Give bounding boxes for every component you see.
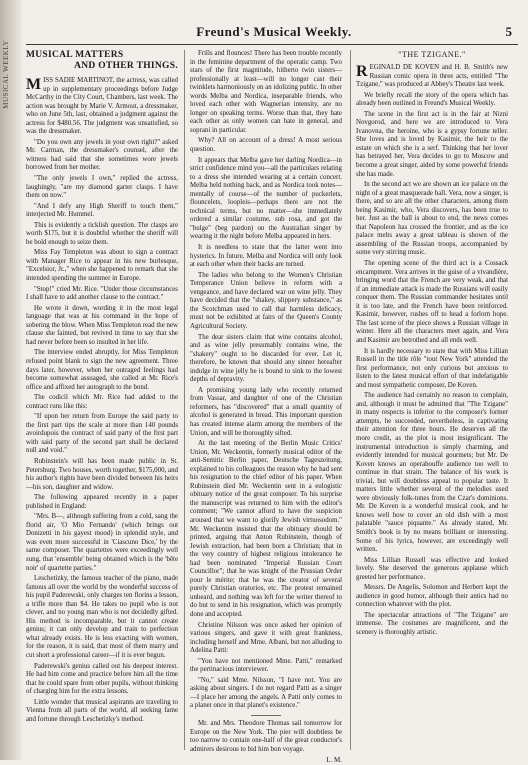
paragraph: Leschetizky, the famous teacher of the piano, made famous all over the world by the wonderful success of his pupil Paderewski, only charges ten florins a lesson, a trifle more than $4. He takes no pupil who is not clever, and no young man who is not decidedly gifted. His method is incomparable, but it cannot create genius; it can only develop and train to perfection what already exists. He is less exacting with women, for the reason, it is said, that most of them marry and cut short a professional career—if it is ever begun.	[26, 575, 178, 659]
spine-text: MUSICAL WEEKLY	[2, 40, 10, 109]
paragraph: It is needless to state that the latter went into hysterics. In future, Melba and Nordica will only look at each other when their backs are turned.	[190, 244, 342, 269]
paragraph: The spectacular attractions of "The Tzigane" are immense. The costumes are magnificent, and the scenery is thoroughly artistic.	[356, 611, 508, 636]
paragraph: Christine Nilsson was once asked her opinion of various singers, and gave it with great frankness, including herself and Mme. Albani, but not alluding to Adelina Patti:	[190, 621, 342, 655]
paragraph: The codicil which Mr. Rice had added to the contract runs like this:	[26, 394, 178, 410]
paragraph: The dear sisters claim that wine contains alcohol, and as wine jelly presumably contains wine, the "shakery" ought to be discarded for ever. Let it, therefore, be known that should any sinner hereafter indulge in wine jelly he is bound to sink to the lowest depths of depravity.	[190, 333, 342, 384]
page-header	[26, 24, 522, 44]
paragraph: The scene in the first act is in the fair at Nizni Novgorod, and here we are introduced to Vera Ivanovna, the heroine, who is a gypsy fortune teller. She loves and is loved by Kasimir, the heir to the estate on which she is a serf. Thinking that her lover has betrayed her, Vera decides to go to Moscow and become a great singer, aided by some powerful friends she has made.	[356, 110, 508, 178]
paragraph: The interview ended abruptly, for Miss Templeton refused point blank to sign the new agreement. Three days later, however, when her outraged feelings had become somewhat assuaged, she called at Mr. Rice's office and affixed her autograph to the bond.	[26, 349, 178, 391]
paragraph: "Do you own any jewels in your own right?" asked Mr. Carman, the dressmaker's counsel, after the witness had said that she sometimes wore jewels borrowed from her mother.	[26, 138, 178, 172]
paragraph: REGINALD DE KOVEN and H. B. Smith's new Russian comic opera in three acts, entitled "The Tzigane," was produced at Abbey's Theatre last week.	[356, 63, 508, 89]
article-heading: "THE TZIGANE."	[398, 50, 466, 59]
paragraph: It appears that Melba gave her darling Nordica—in strict confidence mind you—all the particulars relating to a dress she intended wearing at a certain concert. Melba held nothing back, and as Nordica took notes—mentally of course—of the number of puckerlets, flouncelets, loopleis—perhaps there are not the technical terms, but no matter—she immediately ordered a similar costume, sub rosa, and got the "bulge" (beg pardon) on the Australian singer by wearing it the night before Melba appeared in hers.	[190, 156, 342, 241]
column-divider-1	[184, 50, 185, 750]
paragraph: Miss Lillian Russell was effective and looked lovely. She deserved the generous applause which greeted her performance.	[356, 556, 508, 581]
section-heading-line1: MUSICAL MATTERS	[26, 50, 124, 60]
paragraph: Little wonder that musical aspirants are traveling to Vienna from all parts of the world, all seeking fame and fortune through Leschetizky's method.	[26, 698, 178, 723]
paragraph: In the second act we are shown an ice palace on the night of a great masquerade ball. Vera, now a singer, is there, and so are all the other characters, among them being Kasimir, who, Vera discovers, has been true to her. Just as the ball is about to end, the news comes that Napoleon has crossed the frontier, and as the ice palace melts away a great tableau is shown of the assembling of the Russian troops, accompanied by some very stirring music.	[356, 181, 508, 257]
paragraph: Mr. and Mrs. Theodore Thomas sail tomorrow for Europe on the New York. The pier will doubtless be too narrow to contain one-half of the great conductor's admirers desirous to bid him bon voyage.	[190, 720, 342, 753]
paragraph: "You have not mentioned Mme. Patti," remarked the pertinacious interviewer.	[190, 657, 342, 674]
column-divider-2	[350, 50, 351, 750]
section-heading-line2: AND OTHER THINGS.	[74, 61, 178, 71]
drop-cap: R	[356, 63, 368, 80]
signature: L. M.	[326, 756, 342, 765]
paragraph: Miss Fay Templeton was about to sign a contract with Manager Rice to appear in his new burlesque, "Excelsior, Jr.," when she happened to remark that she intended spending the summer in Europe.	[26, 249, 178, 283]
paragraph: Why? All on account of a dress! A most serious question.	[190, 137, 342, 154]
paragraph: The opening scene of the third act is a Cossack encampment. Vera arrives in the guise of a vivandière, bringing word that the French are very weak, and that if an immediate attack is made the Russians will easily conquer them. The Russian commander hesitates until it is too late, and the French have been reinforced. Kasimir, however, rushes off to head a forlorn hope. The last scene of the piece shows a Russian village in winter. Here all the characters meet again, and Vera and Kasimir are betrothed and all ends well.	[356, 260, 508, 344]
paragraph: "No," said Mme. Nilsson, "I have not. You are asking about singers. I do not regard Patti as a singer—I place her among the angels. A Patti only comes to a planet once in that planet's existence."	[190, 676, 342, 710]
paragraph: "The only jewels I own," replied the actress, laughingly, "are my diamond garter clasps. I have them on now."	[26, 175, 178, 200]
newspaper-page	[26, 0, 522, 765]
book-spine	[0, 0, 22, 760]
paragraph: The audience had certainly no reason to complain, and, although it must be admitted that "The Tzigane" in many respects is inferior to the composer's former attempts, he succeeded, nevertheless, in captivating their attention for three hours. He deserves all the more credit, as the plot is most insignificant. The instrumental introduction is simply charming, and evidently intended for musical gourmets; but Mr. De Koven knows an operabouffe audience too well to continue in that strain. The balance of his work is trivial, but will doubtless appeal to popular taste. It matters little whether several of the melodies used were obviously folk-tunes from the Czar's dominions. Mr. De Koven is a wonderful musical cook, and he knows well how to cover an old dish with a most palatable "sauce piquante." As already stated, Mr. Smith's book is by no means brilliant or interesting. Some of his lyrics, however, are exceedingly well written.	[356, 392, 508, 554]
paragraph: "And I defy any High Sheriff to touch them," interjected Mr. Hummel.	[26, 202, 178, 219]
paragraph: It is hardly necessary to state that with Miss Lillian Russell in the title rôle "tout New York" attended the first performance, not only curious but anxious to listen to the latest musical effort of that indefatigable and most sympathetic composer, De Koven.	[356, 347, 508, 389]
column-1	[26, 50, 178, 752]
paragraph: The ladies who belong to the Women's Christian Temperance Union believe in reform with a vengeance, and have declared war on wine jelly. They have decided that the "shakey, slippery substance," as the Scotchman used to call that harmless delicacy, must not be exhibited at fairs of the Queen's County Agricultural Society.	[190, 271, 342, 330]
section-separator	[251, 715, 281, 716]
paragraph: The following appeared recently in a paper published in England:	[26, 494, 178, 510]
paragraph: A promising young lady who recently returned from Vassar, and daughter of one of the Christian reformers, has "discovered" that a small quantity of alcohol is generated in bread. This important question has created intense alarm among the members of the Union, and will be thoroughly sifted.	[190, 386, 342, 437]
paragraph: At the last meeting of the Berlin Music Critics' Union, Mr. Weckentin, formerly musical editor of the anti-Semitic Berlin paper, Deutsche Tageszeitung, explained to his colleagues the reason why he had sent his resignation to the chief editor of his paper. When Rubinstein died Mr. Weckentin sent in a eulogistic obituary notice of the great composer. To his surprise the manuscript was returned to him with the editor's comment; "We cannot afford to have the suspicion aroused that we want to glorify Jewish virtuosodom." Mr. Weckentin insisted that the obituary should be printed, arguing that Anton Rubinstein, though of Jewish extraction, had been born a Christian; that in the very country of highest religious intolerance he had been nominated "Imperial Russian Court Councillor"; that he was knight of the Prussian Order pour le mérite; that he was the creator of several purely Christian oratorios, etc. The protest remained unheard, and nothing was left for the writer thereof to do but to send in his resignation, which was promptly done and accepted.	[190, 440, 342, 618]
paragraph: Messrs. De Angelis, Solomon and Herbert kept the audience in good humor, although their antics had no connection whatever with the plot.	[356, 584, 508, 609]
column-3	[356, 50, 508, 752]
paragraph: Paderewski's genius called out his deepest interest. He had him come and practice before him all the time that he could spare from other pupils, without thinking of charging him for the extra lessons.	[26, 662, 178, 696]
drop-cap: M	[26, 76, 42, 93]
paragraph: He wrote it down, wording it in the most legal language that was at his command in the hope of sobering the blow. When Miss Templeton read the new clause she fainted, but revived in time to say that she had never before been so insulted in her life.	[26, 304, 178, 346]
running-title: Freund's Musical Weekly.	[196, 24, 352, 39]
paragraph: Frills and flounces! There has been trouble recently in the feminine department of the operatic camp. Two stars of the first magnitude, hitherto twin sisters—professionally at least—will no longer cast their twinklets harmoniously on an idolizing public. In other words Melba and Nordica, inseparable friends, who loved each other with Wagnerian intensity, are no longer on speaking terms. Worse than that, they hate each other as only women can hate in general, and soprani in particular.	[190, 50, 342, 134]
paragraph: "Stop!" cried Mr. Rice. "Under those circumstances I shall have to add another clause to the contract."	[26, 285, 178, 302]
header-rule	[26, 44, 518, 45]
paragraph: We briefly recall the story of the opera which has already been outlined in Freund's Musical Weekly.	[356, 91, 508, 108]
column-2	[190, 50, 342, 765]
paragraph: This is evidently a ticklish question. The clasps are worth $175, but it is doubtful whether the sheriff will be bold enough to seize them.	[26, 221, 178, 246]
paragraph: "If upon her return from Europe the said party to the first part tips the scale at more than 140 pounds avoirdupois the contract of said party of the first part with said party of the second part shall be declared null and void."	[26, 413, 178, 455]
page-number: 5	[505, 24, 512, 39]
paragraph: "Mrs. B—, although suffering from a cold, sang the florid air, 'O Mio Fernando' (which brings out Donizetti in his gayest mood) in splendid style, and was even more successful in 'Ciascuno Dice,' by the same composer. The quartettes were exceedingly well sung, that 'ensemble' being obtained which is the 'bête noir' of quartette parties."	[26, 513, 178, 572]
paragraph: Rubinstein's will has been made public in St. Petersburg. Two houses, worth together, $175,000, and his author's rights have been divided between his heirs—his son, daughter and widow.	[26, 457, 178, 491]
paragraph: MISS SADIE MARTINOT, the actress, was called up in supplementary proceedings before Judge McCarthy in the City Court, Chambers, last week. The action was brought by Marie V. Armout, a dressmaker, who on June 5th, last, obtained a judgment against the actress for $480.56. The judgment was unsatisfied, so was the dressmaker.	[26, 76, 178, 136]
